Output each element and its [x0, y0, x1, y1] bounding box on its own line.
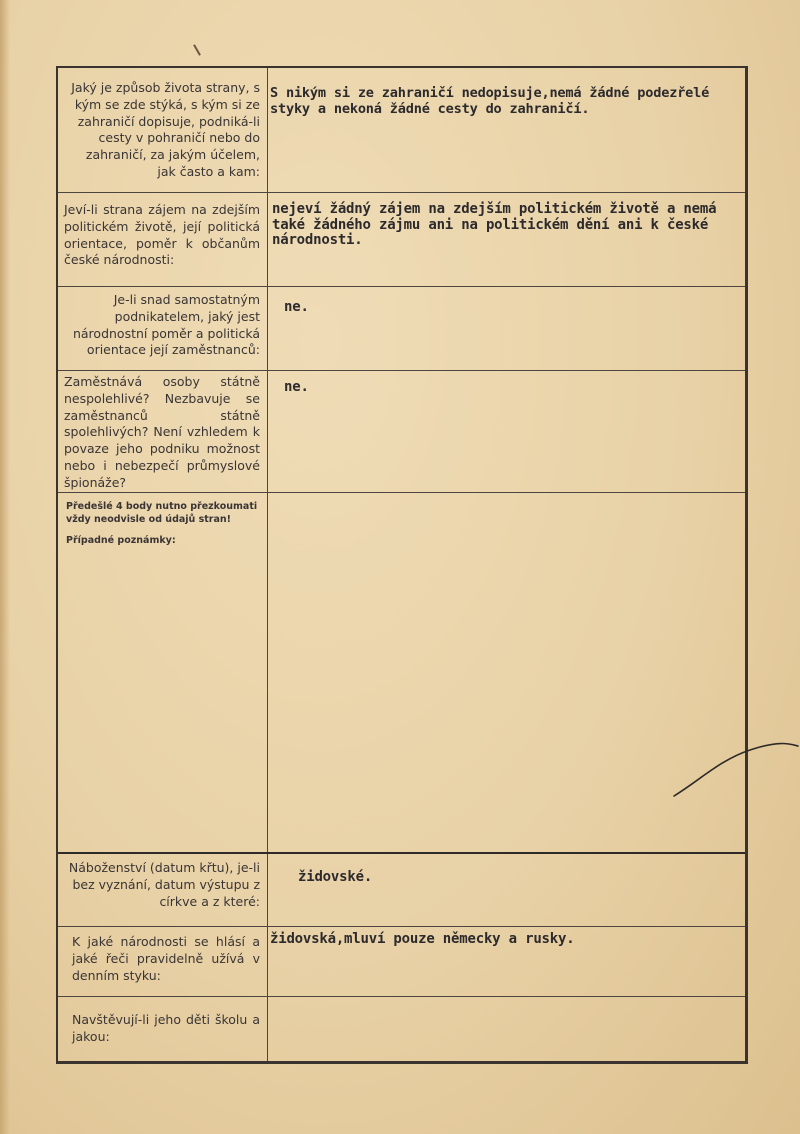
- row-separator-thick: [58, 852, 745, 854]
- pen-stroke-mark: [670, 740, 800, 800]
- answer-political-interest: nejeví žádný zájem na zdejším politickém životě a nemá také žádného zájmu ani na politickém dění ani k české národnosti.: [272, 201, 717, 248]
- row-separator: [58, 286, 745, 287]
- answer-entrepreneur: ne.: [284, 299, 309, 315]
- row-separator: [58, 926, 745, 927]
- question-political-interest: Jeví-li strana zájem na zdejším politickém životě, její politická orientace, poměr k občanům české národnosti:: [64, 202, 260, 268]
- answer-religion: židovské.: [298, 869, 373, 885]
- question-religion: Náboženství (datum křtu), je-li bez vyznání, datum výstupu z církve a z které:: [68, 860, 260, 909]
- question-lifestyle: Jaký je způsob života strany, s kým se zde stýká, s kým si ze zahraničí dopisuje, podniká-li cesty v pohraničí nebo do zahraničí, za jakým účelem, jak často a kam:: [71, 80, 260, 179]
- question-children-school: Navštěvují-li jeho děti školu a jakou:: [72, 1012, 260, 1044]
- column-divider: [267, 68, 268, 1061]
- answer-lifestyle: S nikým si ze zahraničí nedopisuje,nemá žádné podezřelé styky a nekoná žádné cesty do zahraničí.: [270, 85, 710, 117]
- remarks-label: Případné poznámky:: [66, 535, 176, 546]
- paper-edge-shadow: [0, 0, 10, 1134]
- row-separator: [58, 192, 745, 193]
- answer-nationality: židovská,mluví pouze německy a rusky.: [270, 931, 575, 947]
- answer-employees: ne.: [284, 379, 309, 395]
- review-instruction: Předešlé 4 body nutno přezkoumati vždy neodvisle od údajů stran!: [66, 501, 258, 525]
- question-entrepreneur: Je-li snad samostatným podnikatelem, jaký jest národnostní poměr a politická orientace její zaměstnanců:: [72, 292, 260, 358]
- row-separator: [58, 996, 745, 997]
- row-separator: [58, 492, 745, 493]
- row-separator: [58, 370, 745, 371]
- questionnaire-table: [56, 66, 748, 1064]
- question-nationality: K jaké národnosti se hlásí a jaké řeči pravidelně užívá v denním styku:: [72, 934, 260, 983]
- question-employees: Zaměstnává osoby státně nespolehlivé? Nezbavuje se zaměstnanců státně spolehlivých? Není vzhledem k povaze jeho podniku možnost nebo i nebezpečí průmyslové špionáže?: [64, 374, 260, 490]
